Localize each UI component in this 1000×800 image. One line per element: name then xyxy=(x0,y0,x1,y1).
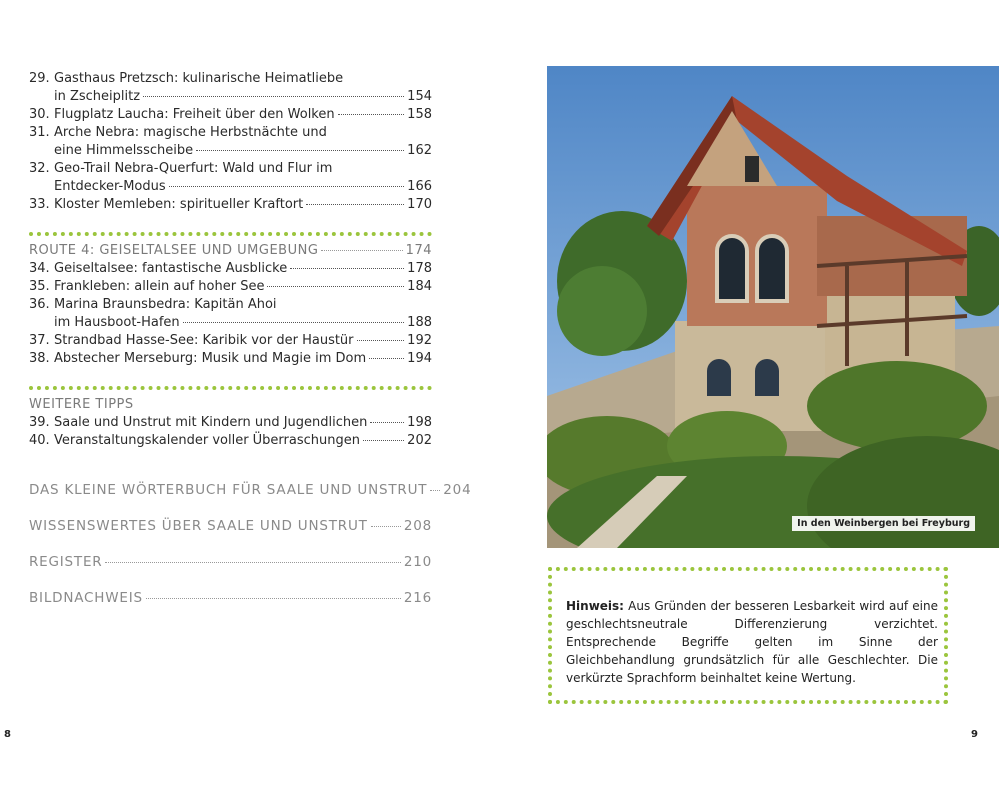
toc-entry-number: 35. xyxy=(29,279,50,294)
main-section-page: 208 xyxy=(403,518,432,534)
toc-entry-number: 33. xyxy=(29,197,50,212)
leader-dots xyxy=(143,96,404,97)
main-section-page: 204 xyxy=(443,482,472,498)
toc-entry-title: Arche Nebra: magische Herbstnächte und xyxy=(54,125,327,140)
toc-entry-page: 198 xyxy=(407,415,432,430)
route4-page: 174 xyxy=(405,243,432,258)
main-section-title: WISSENSWERTES ÜBER SAALE UND UNSTRUT xyxy=(29,518,368,534)
toc-entry[interactable] xyxy=(29,414,432,432)
toc-entry-number: 38. xyxy=(29,351,50,366)
main-section-entry[interactable] xyxy=(29,544,432,580)
leader-dots xyxy=(290,268,404,269)
leader-dots xyxy=(306,204,404,205)
weitere-heading: WEITERE TIPPS xyxy=(29,397,134,412)
toc-entry-title: Geo-Trail Nebra-Querfurt: Wald und Flur im xyxy=(54,161,333,176)
toc-entry-title: Gasthaus Pretzsch: kulinarische Heimatliebe xyxy=(54,71,344,86)
toc-entry-title: Strandbad Hasse-See: Karibik vor der Haustür xyxy=(54,333,354,348)
main-section-entry[interactable] xyxy=(29,508,432,544)
page-number-right: 9 xyxy=(971,729,978,740)
vineyard-photo xyxy=(547,66,999,548)
leader-dots xyxy=(430,490,440,491)
toc-entry[interactable] xyxy=(29,296,432,332)
toc-entry-title: im Hausboot-Hafen xyxy=(54,315,180,330)
toc-entry-page: 154 xyxy=(407,89,432,104)
main-section-title: BILDNACHWEIS xyxy=(29,590,143,606)
toc-entry[interactable] xyxy=(29,260,432,278)
main-section-title: DAS KLEINE WÖRTERBUCH FÜR SAALE UND UNSTRUT xyxy=(29,482,428,498)
toc-entry-number: 29. xyxy=(29,71,50,86)
toc-entry[interactable] xyxy=(29,124,432,160)
toc-entry-number: 40. xyxy=(29,433,50,448)
table-of-contents xyxy=(29,70,472,616)
toc-entry-page: 202 xyxy=(407,433,432,448)
leader-dots xyxy=(370,422,404,423)
toc-entry-number: 31. xyxy=(29,125,50,140)
main-section-page: 210 xyxy=(403,554,432,570)
green-divider xyxy=(29,386,432,390)
leader-dots xyxy=(363,440,404,441)
toc-entry[interactable] xyxy=(29,70,432,106)
main-section-page: 216 xyxy=(403,590,432,606)
toc-entry[interactable] xyxy=(29,196,432,214)
main-section-entry[interactable] xyxy=(29,580,432,616)
main-sections xyxy=(29,472,472,616)
toc-entry[interactable] xyxy=(29,432,432,450)
leader-dots xyxy=(267,286,404,287)
green-divider xyxy=(29,232,432,236)
toc-entry-page: 162 xyxy=(407,143,432,158)
toc-entry-page: 166 xyxy=(407,179,432,194)
toc-entry-title: Frankleben: allein auf hoher See xyxy=(54,279,265,294)
toc-entry-page: 188 xyxy=(407,315,432,330)
main-section-title: REGISTER xyxy=(29,554,103,570)
leader-dots xyxy=(183,322,405,323)
toc-entry-number: 30. xyxy=(29,107,50,122)
page-number-left: 8 xyxy=(4,729,11,740)
toc-entry-title: Marina Braunsbedra: Kapitän Ahoi xyxy=(54,297,277,312)
hint-text xyxy=(566,597,938,687)
toc-entry-title: Flugplatz Laucha: Freiheit über den Wolken xyxy=(54,107,335,122)
route3-entries xyxy=(29,70,432,214)
right-page xyxy=(500,0,1000,800)
hint-body: Aus Gründen der besseren Lesbarkeit wird auf eine geschlechtsneutrale Differenzierung verzichtet. Entsprechende Begriffe gelten im Sinne der Gleichbehandlung grundsätzlich für alle Geschlechter. Die verkürzte Sprachform beinhaltet keine Wertung. xyxy=(566,599,938,685)
route4-entries xyxy=(29,260,432,368)
toc-entry-page: 184 xyxy=(407,279,432,294)
leader-dots xyxy=(169,186,405,187)
photo-caption: In den Weinbergen bei Freyburg xyxy=(792,516,975,531)
hint-box xyxy=(548,567,948,704)
leader-dots xyxy=(369,358,404,359)
toc-entry[interactable] xyxy=(29,278,432,296)
toc-entry-page: 178 xyxy=(407,261,432,276)
leader-dots xyxy=(338,114,405,115)
toc-entry-page: 170 xyxy=(407,197,432,212)
main-section-entry[interactable] xyxy=(29,472,472,508)
toc-entry-page: 194 xyxy=(407,351,432,366)
toc-entry-title: Abstecher Merseburg: Musik und Magie im Dom xyxy=(54,351,367,366)
leader-dots xyxy=(105,562,400,563)
toc-entry-title: in Zscheiplitz xyxy=(54,89,141,104)
toc-entry-page: 158 xyxy=(407,107,432,122)
toc-entry[interactable] xyxy=(29,106,432,124)
toc-entry-title: eine Himmelsscheibe xyxy=(54,143,194,158)
route4-heading[interactable]: ROUTE 4: GEISELTALSEE UND UMGEBUNG 174 xyxy=(29,243,432,258)
toc-entry-title: Kloster Memleben: spiritueller Kraftort xyxy=(54,197,304,212)
leader-dots xyxy=(196,150,404,151)
toc-entry[interactable] xyxy=(29,160,432,196)
toc-entry-number: 32. xyxy=(29,161,50,176)
hint-label: Hinweis: xyxy=(566,599,624,613)
weitere-entries xyxy=(29,414,432,450)
leader-dots xyxy=(357,340,405,341)
toc-entry[interactable] xyxy=(29,350,432,368)
toc-entry-number: 36. xyxy=(29,297,50,312)
toc-entry-number: 37. xyxy=(29,333,50,348)
toc-entry-number: 34. xyxy=(29,261,50,276)
toc-entry[interactable] xyxy=(29,332,432,350)
leader-dots xyxy=(146,598,401,599)
leader-dots xyxy=(371,526,401,527)
toc-entry-title: Saale und Unstrut mit Kindern und Jugendlichen xyxy=(54,415,368,430)
toc-entry-number: 39. xyxy=(29,415,50,430)
toc-entry-title: Veranstaltungskalender voller Überraschungen xyxy=(54,433,360,448)
toc-entry-page: 192 xyxy=(407,333,432,348)
toc-entry-title: Entdecker-Modus xyxy=(54,179,166,194)
toc-entry-title: Geiseltalsee: fantastische Ausblicke xyxy=(54,261,288,276)
